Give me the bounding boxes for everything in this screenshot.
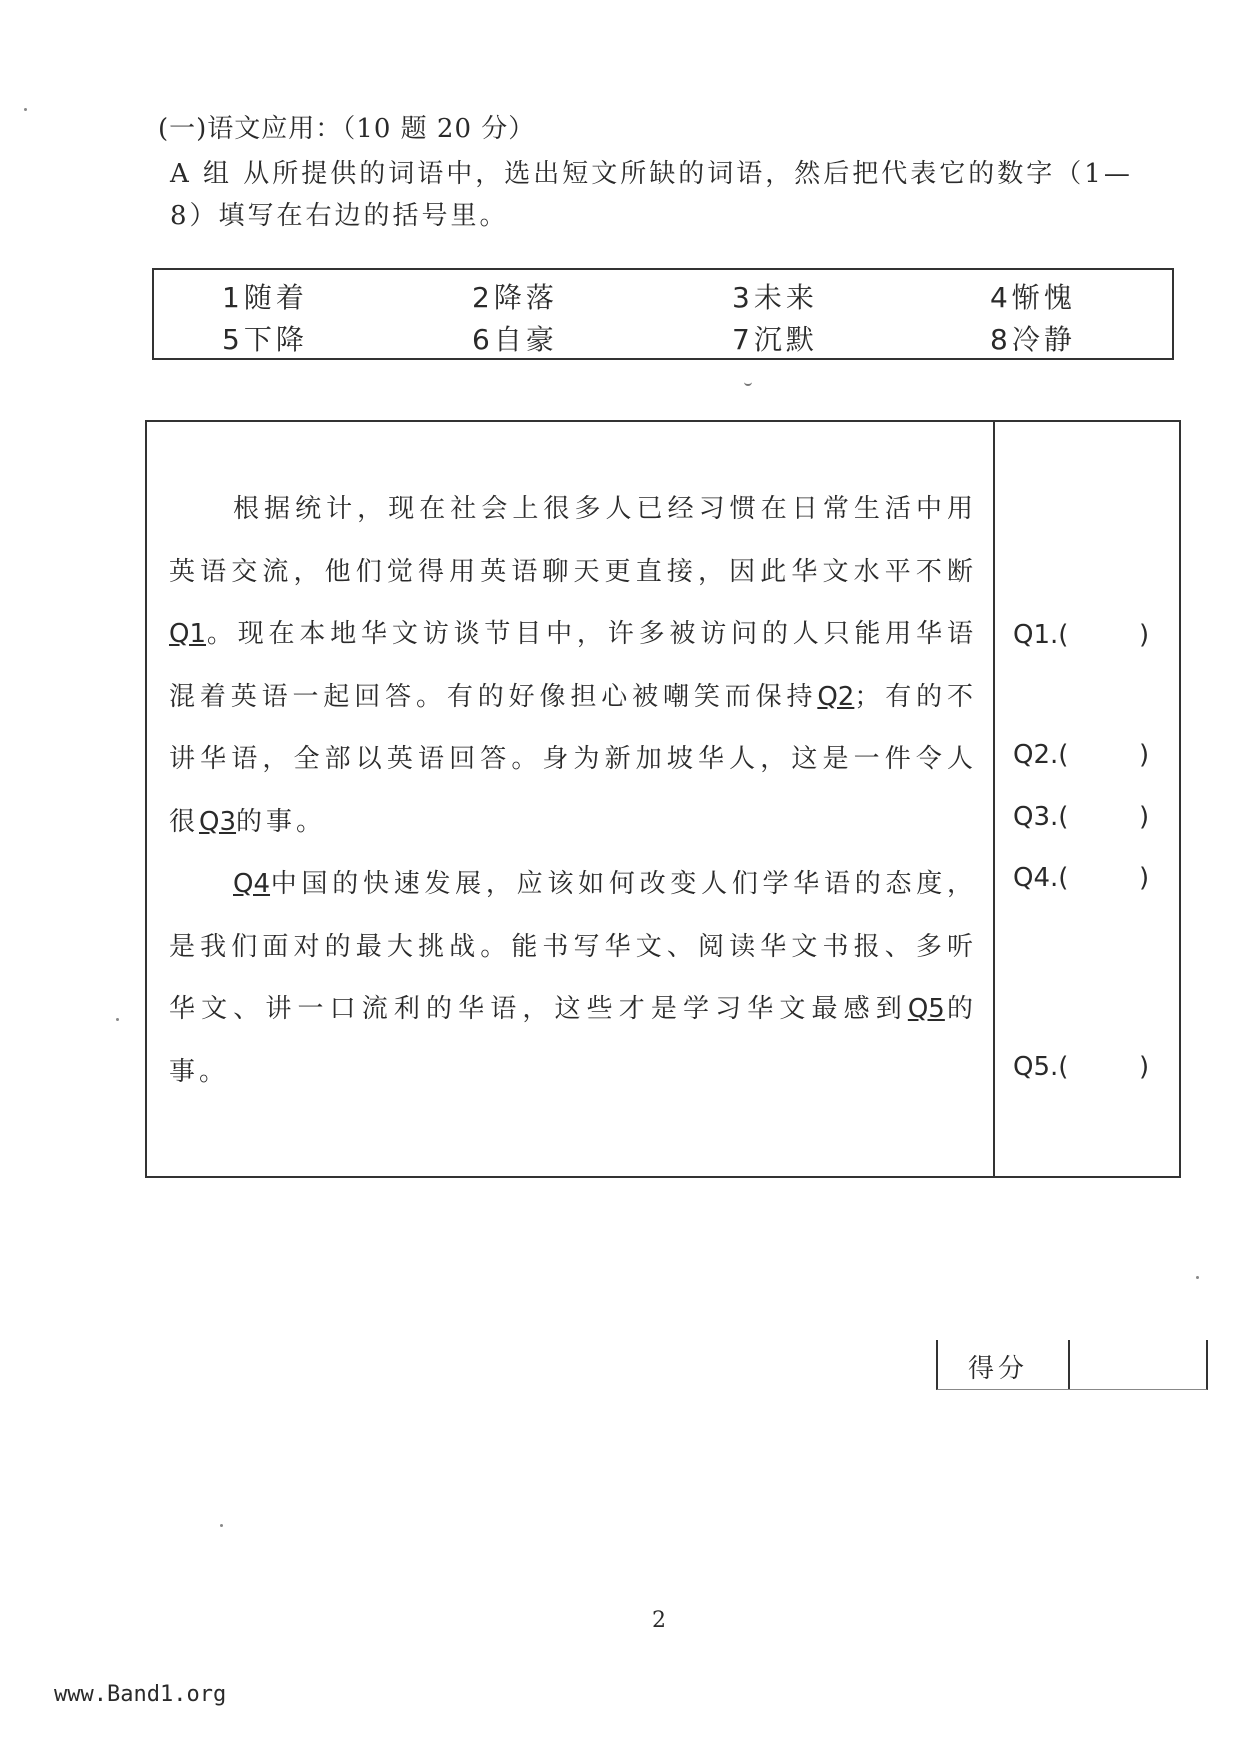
blank-q5: Q5 (907, 994, 945, 1024)
scan-speck (116, 1018, 119, 1021)
word-option-7: 7沉默 (732, 323, 818, 356)
scan-speck (1196, 1276, 1199, 1279)
section-heading: (一)语文应用：（10 题 20 分） (158, 114, 536, 144)
answer-slot-q3[interactable]: Q3.( ) (1013, 802, 1150, 832)
answer-slot-q5[interactable]: Q5.( ) (1013, 1052, 1150, 1082)
scan-speck (24, 108, 27, 111)
word-option-1: 1随着 (222, 281, 308, 314)
word-options-box (152, 268, 1174, 360)
blank-q1: Q1 (169, 619, 207, 649)
score-divider (1068, 1340, 1070, 1389)
answer-column-divider (993, 422, 995, 1176)
blank-q2: Q2 (817, 681, 855, 712)
scan-mark (744, 378, 752, 386)
answer-slot-q4[interactable]: Q4.( ) (1013, 863, 1150, 893)
scan-speck (220, 1524, 223, 1527)
word-option-5: 5下降 (222, 323, 308, 356)
word-option-8: 8冷静 (990, 323, 1076, 356)
blank-q3: Q3 (199, 806, 237, 837)
word-option-2: 2降落 (472, 281, 558, 314)
word-option-4: 4惭愧 (990, 281, 1076, 314)
passage-paragraph-2: Q4中国的快速发展，应该如何改变人们学华语的态度，是我们面对的最大挑战。能书写华文、阅读华文书报、多听华文、讲一口流利的华语，这些才是学习华文最感到Q5的事。 (169, 869, 977, 1087)
word-option-3: 3未来 (732, 281, 818, 314)
passage-box (145, 420, 1181, 1178)
page-number: 2 (652, 1608, 666, 1633)
score-label: 得分 (968, 1354, 1029, 1384)
answer-slot-q1[interactable]: Q1.( ) (1013, 620, 1150, 650)
score-box (936, 1340, 1208, 1390)
instruction-text: A 组 从所提供的词语中，选出短文所缺的词语，然后把代表它的数字（1—8）填写在右边的括号里。 (170, 159, 1133, 231)
blank-q4: Q4 (233, 869, 271, 899)
word-option-6: 6自豪 (472, 323, 558, 356)
passage-paragraph-1: 根据统计，现在社会上很多人已经习惯在日常生活中用英语交流，他们觉得用英语聊天更直接，因此华文水平不断Q1。现在本地华文访谈节目中，许多被访问的人只能用华语混着英语一起回答。有的好像担心被嘲笑而保持Q2；有的不讲华语，全部以英语回答。身为新加坡华人，这是一件令人很Q3的事。 (169, 494, 977, 837)
answer-slot-q2[interactable]: Q2.( ) (1013, 740, 1150, 770)
footer-url: www.Band1.org (54, 1682, 227, 1707)
